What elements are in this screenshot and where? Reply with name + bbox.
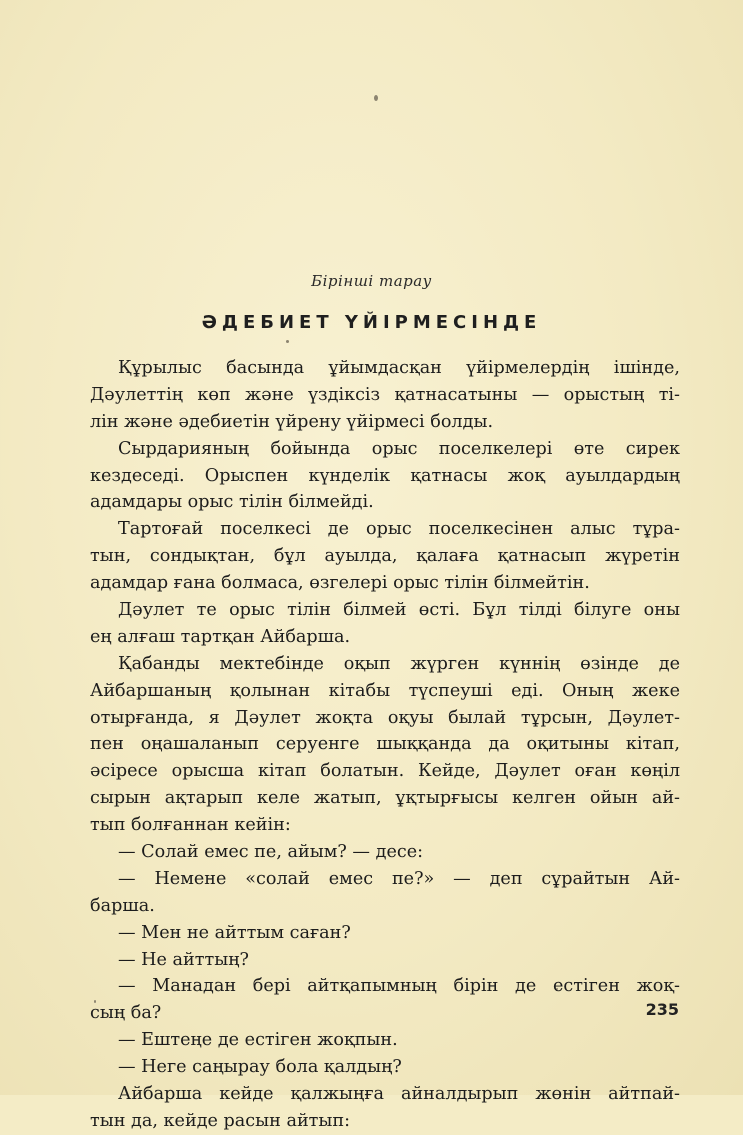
- text-line: пен оңашаланып серуенге шыққанда да оқитыны кітап,: [90, 734, 680, 755]
- text-line: Дәулет те орыс тілін білмей өсті. Бұл тілді білуге оны: [118, 600, 680, 621]
- text-line: әсіресе орысша кітап болатын. Кейде, Дәулет оған көңіл: [90, 761, 680, 782]
- text-line: сырын ақтарып келе жатып, ұқтырғысы келген ойын ай-: [90, 788, 680, 809]
- text-line: — Мен не айттым саған?: [118, 922, 351, 943]
- text-line: ең алғаш тартқан Айбарша.: [90, 626, 351, 647]
- text-line: кездеседі. Орыспен күнделік қатнасы жоқ ауылдардың: [90, 465, 680, 486]
- text-line: Құрылыс басында ұйымдасқан үйірмелердің ішінде,: [118, 358, 680, 378]
- text-line: Қабанды мектебінде оқып жүрген күннің өзінде де: [118, 653, 680, 674]
- text-line: Тартоғай поселкесі де орыс поселкесінен алыс тұра-: [118, 519, 680, 540]
- text-line: тын, сондықтан, бұл ауылда, қалаға қатнасып жүретін: [90, 546, 680, 567]
- text-line: адамдары орыс тілін білмейді.: [90, 492, 374, 513]
- text-line: — Немене «солай емес пе?» — деп сұрайтын Ай-: [118, 868, 680, 889]
- body-text: [90, 355, 680, 1135]
- text-line: — Ештеңе де естіген жоқпын.: [118, 1030, 398, 1051]
- chapter-title: ӘДЕБИЕТ ҮЙІРМЕСІНДЕ: [201, 312, 542, 333]
- paper-speck: [286, 340, 289, 343]
- text-line: тып болғаннан кейін:: [90, 815, 291, 836]
- text-line: Айбаршаның қолынан кітабы түспеуші еді. Оның жеке: [90, 680, 680, 701]
- text-line: Сырдарияның бойында орыс поселкелері өте сирек: [118, 438, 680, 459]
- chapter-label: Бірінші тарау: [311, 272, 432, 290]
- text-line: — Манадан бері айтқапымның бірін де естіген жоқ-: [118, 976, 680, 997]
- text-line: адамдар ғана болмаса, өзгелері орыс тілін білмейтін.: [90, 573, 590, 594]
- text-line: отырғанда, я Дәулет жоқта оқуы былай тұрсын, Дәулет-: [90, 707, 680, 728]
- text-line: тын да, кейде расын айтып:: [90, 1110, 351, 1131]
- text-line: сың ба?: [90, 1003, 162, 1024]
- text-line: Айбарша кейде қалжыңға айналдырып жөнін айтпай-: [118, 1084, 680, 1105]
- text-line: Дәулеттің көп және үздіксіз қатнасатыны — орыстың ті-: [90, 384, 680, 405]
- text-line: барша.: [90, 895, 155, 916]
- text-line: лін және әдебиетін үйрену үйірмесі болды.: [90, 411, 494, 432]
- text-line: — Неге саңырау бола қалдың?: [118, 1057, 402, 1078]
- page-number: 235: [645, 1000, 679, 1019]
- paper-speck: [374, 95, 378, 101]
- text-line: — Не айттың?: [118, 949, 249, 970]
- text-line: — Солай емес пе, айым? — десе:: [118, 842, 424, 863]
